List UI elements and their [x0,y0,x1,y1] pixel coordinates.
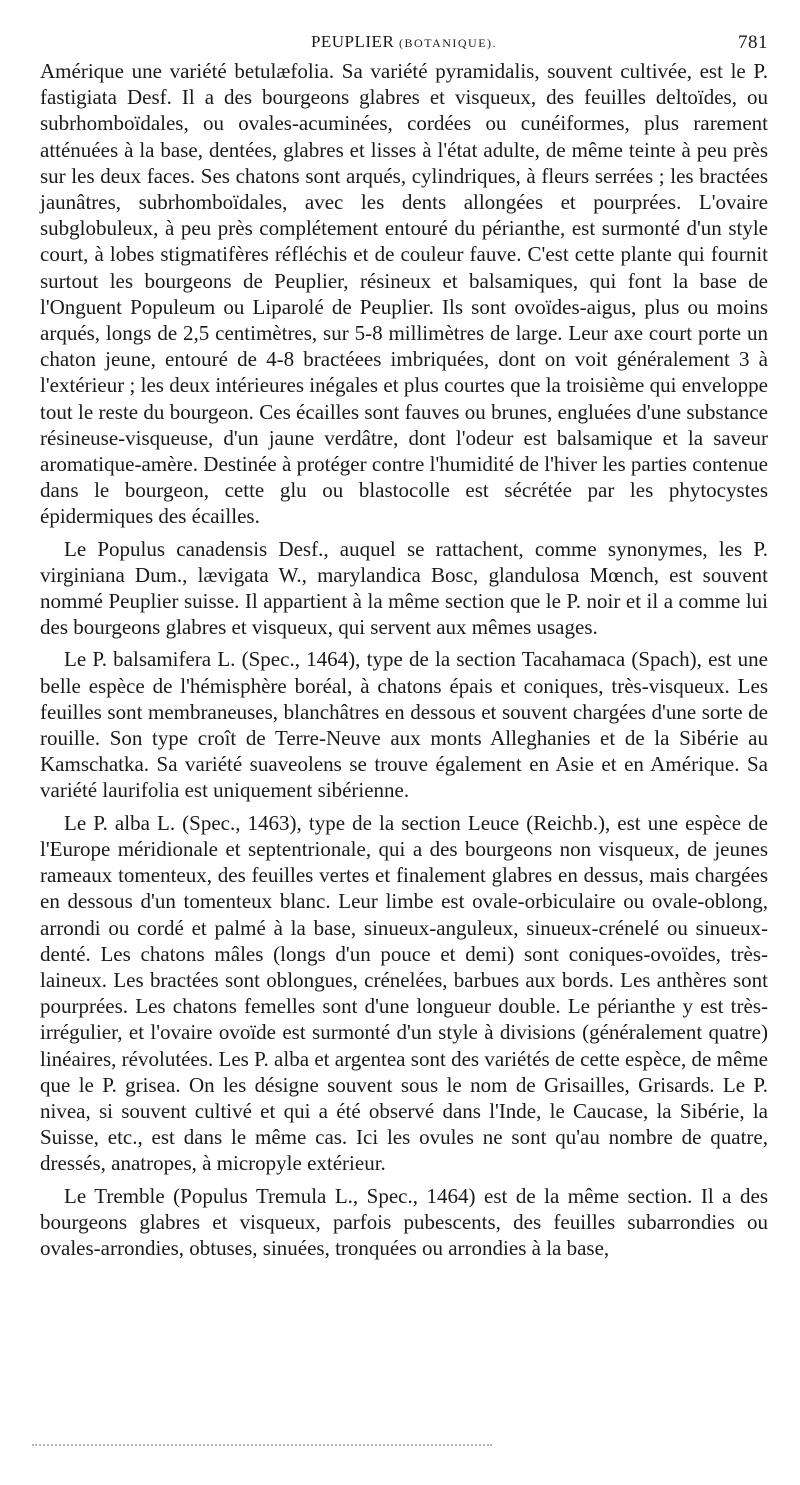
paragraph-2: Le Populus canadensis Desf., auquel se rattachent, comme synonymes, les P. virginiana Dum., lævigata W., marylandica Bosc, glandulosa Mœnch, est souvent nommé Peuplier suisse. Il appartient à la même section que le P. noir et il a comme lui des bourgeons glabres et visqueux, qui servent aux mêmes usages. [40,536,768,640]
body-text [40,58,768,1261]
paragraph-5: Le Tremble (Populus Tremula L., Spec., 1464) est de la même section. Il a des bourgeons glabres et visqueux, parfois pubescents, des feuilles subarrondies ou ovales-arrondies, obtuses, sinuées, tronquées ou arrondies à la base, [40,1183,768,1260]
header-title [40,32,768,52]
scan-artifact-divider [32,1444,492,1448]
running-header [40,32,768,56]
page-number: 781 [738,32,768,53]
paragraph-1: Amérique une variété betulæfolia. Sa variété pyramidalis, souvent cultivée, est le P. fastigiata Desf. Il a des bourgeons glabres et visqueux, des feuilles deltoïdes, ou subrhomboïdales, ou ovales-acuminées, cordées ou cunéiformes, plus rarement atténuées à la base, dentées, glabres et lisses à l'état adulte, de même teinte à peu près sur les deux faces. Ses chatons sont arqués, cylindriques, à fleurs serrées ; les bractées jaunâtres, subrhomboïdales, avec les dents allongées et pourprées. L'ovaire subglobuleux, à peu près complétement entouré du périanthe, est surmonté d'un style court, à lobes stigmatifères réfléchis et de couleur fauve. C'est cette plante qui fournit surtout les bourgeons de Peuplier, résineux et balsamiques, qui font la base de l'Onguent Populeum ou Liparolé de Peuplier. Ils sont ovoïdes-aigus, plus ou moins arqués, longs de 2,5 centimètres, sur 5-8 millimètres de large. Leur axe court porte un chaton jeune, entouré de 4-8 bractéees imbriquées, dont on voit généralement 3 à l'extérieur ; les deux intérieures inégales et plus courtes que la troisième qui enveloppe tout le reste du bourgeon. Ces écailles sont fauves ou brunes, engluées d'une substance résineuse-visqueuse, d'un jaune verdâtre, dont l'odeur est balsamique et la saveur aromatique-amère. Destinée à protéger contre l'humidité de l'hiver les parties contenue dans le bourgeon, cette glu ou blastocolle est sécrétée par les phytocystes épidermiques des écailles. [40,59,768,529]
header-title-main: PEUPLIER [310,32,395,51]
paragraph-4: Le P. alba L. (Spec., 1463), type de la section Leuce (Reichb.), est une espèce de l'Europe méridionale et septentrionale, qui a des bourgeons non visqueux, de jeunes rameaux tomenteux, des feuilles vertes et finalement glabres en dessus, mais chargées en dessous d'un tomenteux blanc. Leur limbe est ovale-orbiculaire ou ovale-oblong, arrondi ou cordé et palmé à la base, sinueux-anguleux, sinueux-crénelé ou sinueux-denté. Les chatons mâles (longs d'un pouce et demi) sont coniques-ovoïdes, très-laineux. Les bractées sont oblongues, crénelées, barbues aux bords. Les anthères sont pourprées. Les chatons femelles sont d'une longueur double. Le périanthe y est très-irrégulier, et l'ovaire ovoïde est surmonté d'un style à divisions (généralement quatre) linéaires, révolutées. Les P. alba et argentea sont des variétés de cette espèce, de même que le P. grisea. On les désigne souvent sous le nom de Grisailles, Grisards. Le P. nivea, si souvent cultivé et qui a été observé dans l'Inde, le Caucase, la Sibérie, la Suisse, etc., est dans le même cas. Ici les ovules ne sont qu'au nombre de quatre, dressés, anatropes, à micropyle extérieur. [40,810,768,1176]
header-title-sub: (BOTANIQUE). [399,36,498,50]
paragraph-3: Le P. balsamifera L. (Spec., 1464), type de la section Tacahamaca (Spach), est une belle espèce de l'hémisphère boréal, à chatons épais et coniques, très-visqueux. Les feuilles sont membraneuses, blanchâtres en dessous et souvent chargées d'une sorte de rouille. Son type croît de Terre-Neuve aux monts Alleghanies et de la Sibérie au Kamschatka. Sa variété suaveolens se trouve également en Asie et en Amérique. Sa variété laurifolia est uniquement sibérienne. [40,647,768,803]
